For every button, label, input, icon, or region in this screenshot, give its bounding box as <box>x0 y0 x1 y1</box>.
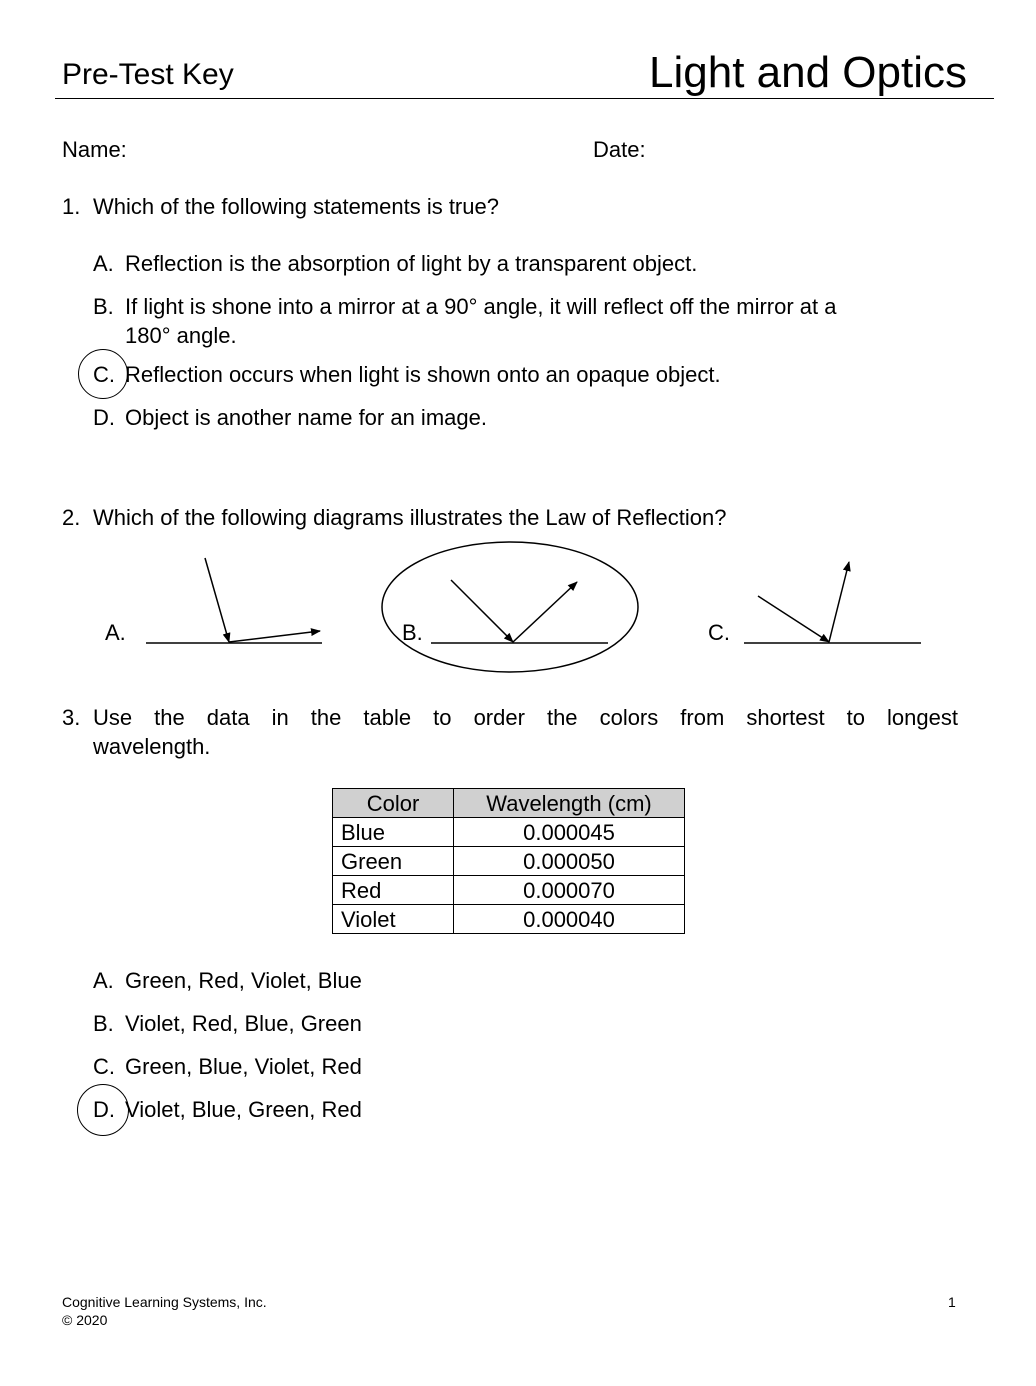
header-left-title: Pre-Test Key <box>62 58 234 91</box>
diagram-c <box>744 562 921 643</box>
option-letter: D. <box>93 1097 115 1122</box>
option-letter: A. <box>93 968 114 993</box>
word: to <box>433 705 452 730</box>
word: table <box>363 705 412 730</box>
column-header-color: Color <box>333 789 454 818</box>
cell-color: Blue <box>333 818 454 847</box>
option-letter: B. <box>93 294 114 319</box>
option-text: Violet, Blue, Green, Red <box>125 1097 362 1122</box>
question-number: 1. <box>62 194 81 219</box>
table-header-row <box>333 789 685 818</box>
option-text-line2: 180° angle. <box>125 323 237 348</box>
option-letter: A. <box>93 251 114 276</box>
option-text: Object is another name for an image. <box>125 405 487 430</box>
wavelength-table <box>332 788 685 934</box>
option-text: Green, Red, Violet, Blue <box>125 968 362 993</box>
cell-color: Violet <box>333 905 454 934</box>
option-text: Reflection is the absorption of light by a transparent object. <box>125 251 698 276</box>
option-letter: D. <box>93 405 115 430</box>
option-text: Green, Blue, Violet, Red <box>125 1054 362 1079</box>
answer-circle-mark <box>382 542 638 672</box>
word: the <box>310 705 342 730</box>
footer-company: Cognitive Learning Systems, Inc. <box>62 1294 267 1310</box>
table-row <box>333 876 685 905</box>
table-row <box>333 818 685 847</box>
answer-circle-mark <box>78 349 128 399</box>
incident-ray <box>451 580 513 642</box>
question-text: Which of the following statements is true? <box>93 194 499 219</box>
option-letter: C. <box>93 1054 115 1079</box>
word: from <box>680 705 725 730</box>
word: colors <box>599 705 659 730</box>
reflected-ray <box>229 631 320 642</box>
word: in <box>271 705 289 730</box>
question-number: 2. <box>62 505 81 530</box>
option-letter: B. <box>93 1011 114 1036</box>
answer-circle-mark <box>77 1084 129 1136</box>
cell-color: Green <box>333 847 454 876</box>
word: Use <box>93 705 133 730</box>
cell-wavelength: 0.000045 <box>454 818 685 847</box>
page-number: 1 <box>948 1294 956 1310</box>
word: data <box>206 705 250 730</box>
diagram-a <box>146 558 322 643</box>
table-row <box>333 847 685 876</box>
option-text: Violet, Red, Blue, Green <box>125 1011 362 1036</box>
reflected-ray <box>513 582 577 642</box>
diagram-label-c: C. <box>708 620 730 645</box>
reflected-ray <box>829 562 849 642</box>
cell-color: Red <box>333 876 454 905</box>
option-letter: C. <box>93 362 115 387</box>
column-header-wavelength: Wavelength (cm) <box>454 789 685 818</box>
question-number: 3. <box>62 705 81 730</box>
word: shortest <box>746 705 825 730</box>
name-label: Name: <box>62 137 127 162</box>
word: to <box>846 705 865 730</box>
diagram-label-a: A. <box>105 620 126 645</box>
diagram-b <box>382 542 638 672</box>
incident-ray <box>758 596 829 642</box>
option-text: Reflection occurs when light is shown onto an opaque object. <box>125 362 721 387</box>
diagram-label-b: B. <box>402 620 423 645</box>
question-text-line2: wavelength. <box>93 734 211 759</box>
cell-wavelength: 0.000050 <box>454 847 685 876</box>
reflection-diagrams <box>0 540 1036 690</box>
word: the <box>546 705 578 730</box>
option-text-line1: If light is shone into a mirror at a 90° angle, it will reflect off the mirror at a <box>125 294 837 319</box>
footer-copyright: © 2020 <box>62 1312 108 1328</box>
word: the <box>154 705 185 730</box>
header-divider <box>55 98 994 99</box>
cell-wavelength: 0.000040 <box>454 905 685 934</box>
cell-wavelength: 0.000070 <box>454 876 685 905</box>
word: longest <box>887 705 958 730</box>
date-label: Date: <box>593 137 646 162</box>
table-row <box>333 905 685 934</box>
word: order <box>473 705 525 730</box>
question-text-line1 <box>93 704 958 732</box>
incident-ray <box>205 558 229 642</box>
header-right-title: Light and Optics <box>649 48 967 97</box>
question-text: Which of the following diagrams illustrates the Law of Reflection? <box>93 505 727 530</box>
